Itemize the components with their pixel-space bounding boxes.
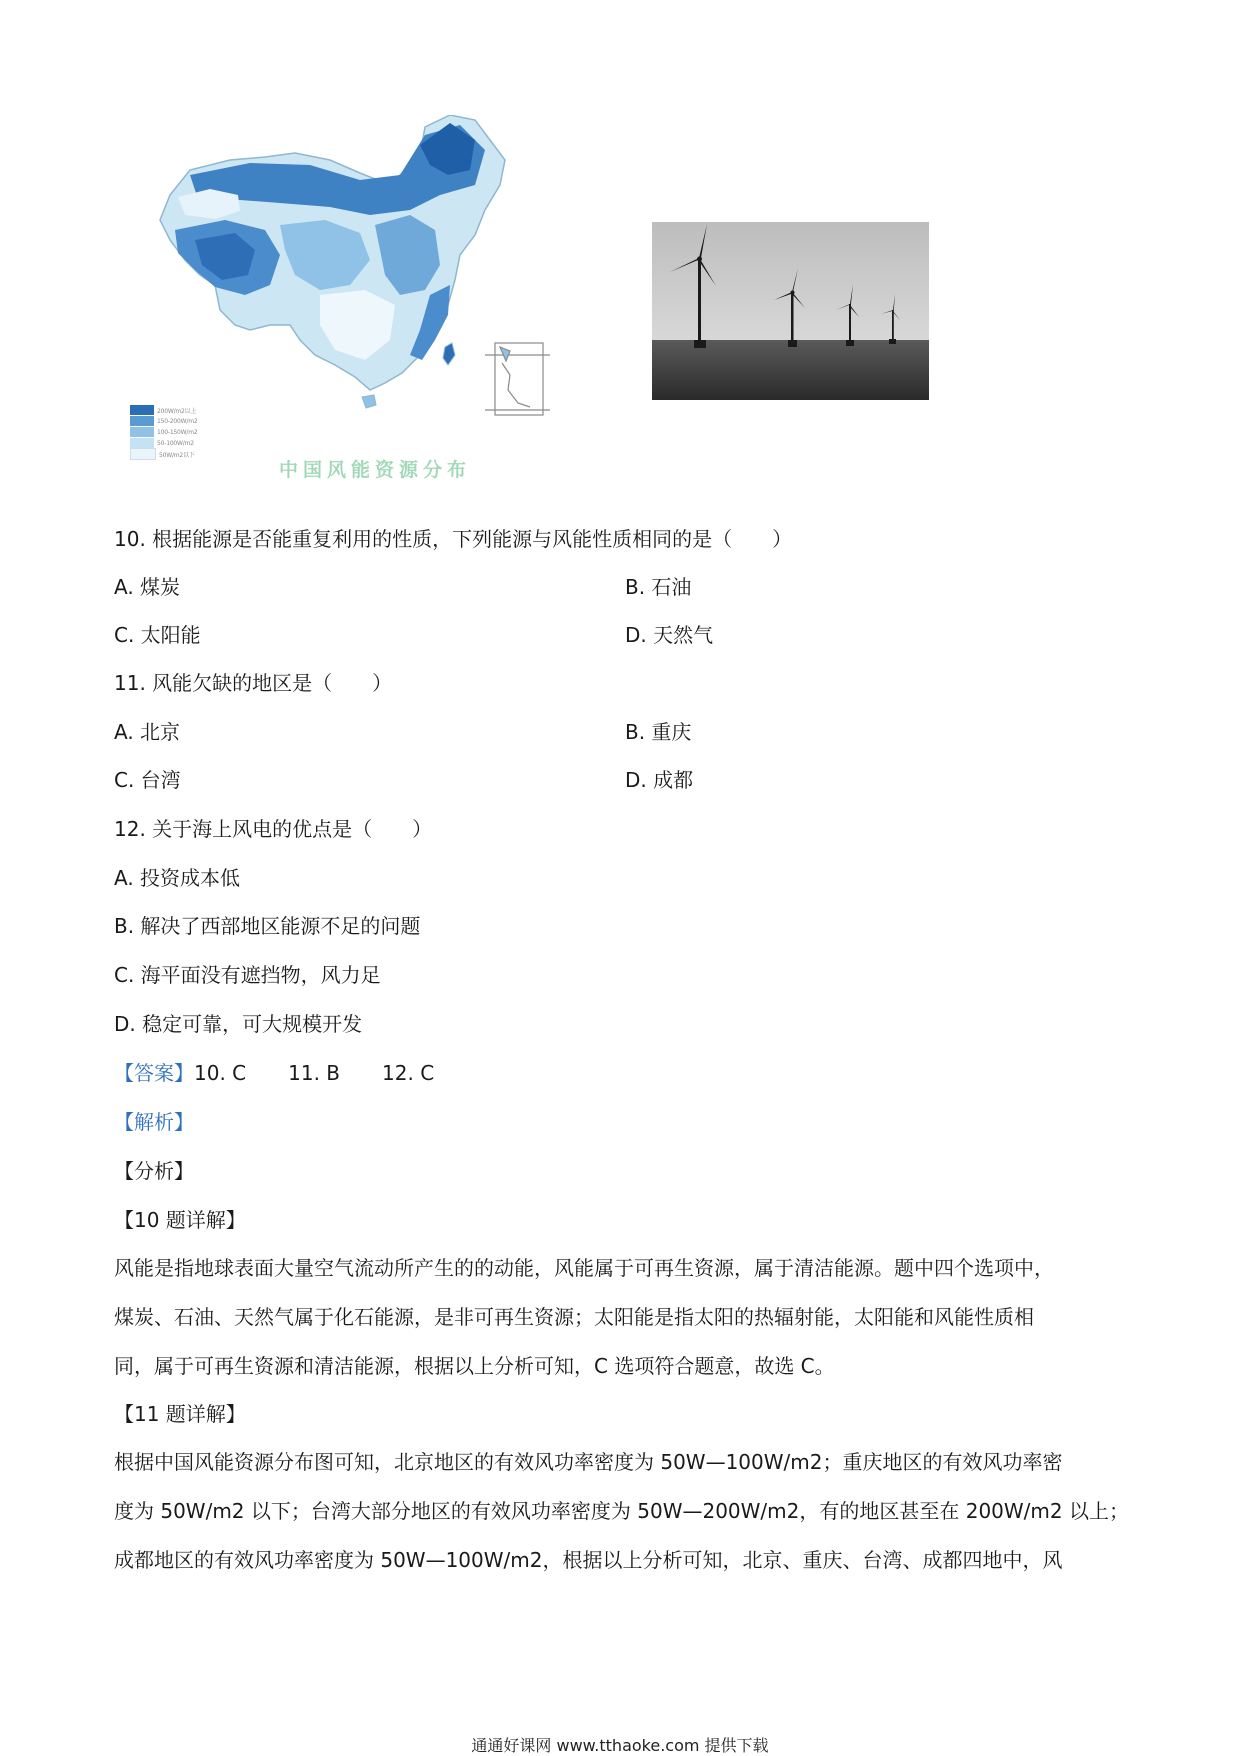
paragraph-line: 同，属于可再生资源和清洁能源，根据以上分析可知，C 选项符合题意，故选 C。: [114, 1354, 835, 1378]
paragraph-line: 煤炭、石油、天然气属于化石能源，是非可再生资源；太阳能是指太阳的热辐射能，太阳能和风能性质相: [114, 1305, 1034, 1329]
answer-label: 【答案】: [114, 1061, 194, 1085]
question-11-stem: 11. 风能欠缺的地区是（ ）: [114, 671, 393, 695]
paragraph-line: 根据中国风能资源分布图可知，北京地区的有效风功率密度为 50W—100W/m2；重庆地区的有效风功率密: [114, 1450, 1063, 1474]
legend-item: [130, 438, 220, 448]
question-12-option-a: A. 投资成本低: [114, 866, 241, 890]
question-10-option-a: A. 煤炭: [114, 575, 181, 599]
map-legend: [130, 405, 220, 460]
offshore-wind-photo: [652, 222, 929, 400]
detail-11-paragraph: [114, 1438, 1134, 1585]
legend-swatch: [130, 405, 154, 415]
wind-turbine-icon: [652, 222, 929, 400]
legend-swatch: [130, 448, 156, 460]
question-10-option-c: C. 太阳能: [114, 623, 201, 647]
legend-item: [130, 416, 220, 426]
question-11-option-c: C. 台湾: [114, 768, 181, 792]
paragraph-line: 度为 50W/m2 以下；台湾大部分地区的有效风功率密度为 50W—200W/m2，有的地区甚至在 200W/m2 以上；: [114, 1499, 1129, 1523]
legend-label: 150-200W/m2: [157, 417, 198, 425]
answer-item: 12. C: [382, 1061, 435, 1085]
question-10-option-d: D. 天然气: [625, 623, 714, 647]
legend-label: 50-100W/m2: [157, 439, 194, 447]
paragraph-line: 风能是指地球表面大量空气流动所产生的的动能，风能属于可再生资源，属于清洁能源。题中四个选项中，: [114, 1256, 1054, 1280]
legend-swatch: [130, 438, 154, 448]
legend-item: [130, 427, 220, 437]
fenxi-label: 【分析】: [114, 1159, 194, 1183]
detail-11-label: 【11 题详解】: [114, 1402, 246, 1426]
question-12-option-b: B. 解决了西部地区能源不足的问题: [114, 914, 421, 938]
legend-label: 200W/m2以上: [157, 407, 197, 415]
legend-label: 50W/m2以下: [159, 451, 195, 459]
question-11-option-b: B. 重庆: [625, 720, 692, 744]
analysis-label: 【解析】: [114, 1110, 194, 1134]
legend-item: [130, 449, 220, 459]
detail-10-label: 【10 题详解】: [114, 1208, 246, 1232]
question-12-stem: 12. 关于海上风电的优点是（ ）: [114, 817, 433, 841]
question-12-option-c: C. 海平面没有遮挡物，风力足: [114, 963, 381, 987]
paragraph-line: 成都地区的有效风功率密度为 50W—100W/m2，根据以上分析可知，北京、重庆、台湾、成都四地中，风: [114, 1548, 1063, 1572]
legend-item: [130, 405, 220, 415]
question-11-option-a: A. 北京: [114, 720, 181, 744]
question-12-option-d: D. 稳定可靠，可大规模开发: [114, 1012, 363, 1036]
page-footer: 通通好课网 www.tthaoke.com 提供下载: [471, 1736, 769, 1755]
detail-10-paragraph: [114, 1244, 1134, 1391]
legend-swatch: [130, 427, 154, 437]
question-11-option-d: D. 成都: [625, 768, 694, 792]
legend-swatch: [130, 416, 154, 426]
answer-item: 11. B: [288, 1061, 341, 1085]
question-10-option-b: B. 石油: [625, 575, 692, 599]
answer-item: 10. C: [194, 1061, 247, 1085]
legend-label: 100-150W/m2: [157, 428, 198, 436]
question-10-stem: 10. 根据能源是否能重复利用的性质，下列能源与风能性质相同的是（ ）: [114, 527, 793, 551]
china-wind-map-figure: [130, 115, 630, 495]
answer-line: [114, 1059, 434, 1087]
south-china-sea-inset: [485, 343, 550, 415]
map-caption: 中国风能资源分布: [278, 459, 471, 481]
